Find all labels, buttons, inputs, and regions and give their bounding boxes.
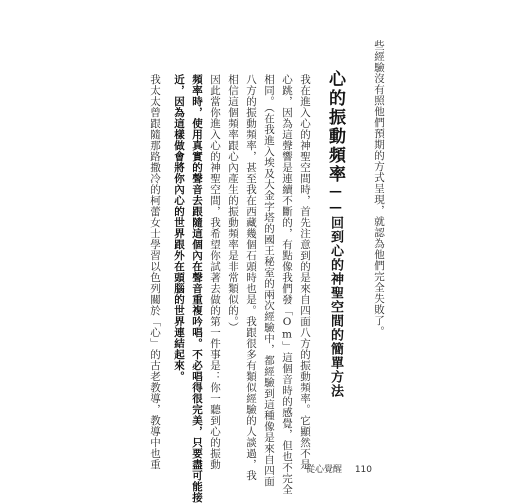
text-column-4: 相同。（在我進入埃及大金字塔的國王秘室的兩次經驗中，都經驗到這種像是來自四面 (263, 74, 275, 487)
text-column-10: 我太太曾跟隨那路撒冷的柯蕾女士學習以色列關於「心」的古老教導，教導中也重 (149, 74, 161, 470)
page-number: 110 (354, 465, 372, 475)
book-page (120, 40, 390, 503)
heading-dash: —— (328, 184, 343, 216)
text-column-9-bold: 近，因為這樣做會將你內心的世界跟外在頭腦的世界連結起來。 (173, 74, 185, 382)
text-column-8-bold: 頻率時，使用真實的聲音去跟隨這個內在聲音重複吟唱。不必唱得很完美，只要盡可能接 (191, 74, 203, 503)
heading-title: 心的振動頻率 (325, 70, 345, 184)
running-footer-title: 從心覺醒 (305, 465, 342, 475)
text-column-3: 心跳，因為這聲響是連續不斷的，有點像我們發「Om」這個音時的感覺，但也不完全 (281, 74, 293, 495)
text-column-7: 因此當你進入心的神聖空間，我希望你試著去做的第一件事是：你一聽到心的振動 (209, 74, 221, 470)
section-heading (323, 70, 348, 398)
text-column-6: 相信這個頻率跟心內產生的振動頻率是非常類似的。） (227, 74, 239, 333)
text-column-5: 八方的振動頻率，甚至我在西藏幾個石頭時也是。我跟很多有類似經驗的人談過，我 (245, 74, 257, 481)
text-column-1: 些經驗沒有照他們預期的方式呈現，就認為他們完全失敗了。 (373, 40, 385, 337)
text-column-2: 我在進入心的神聖空間時，首先注意到的是來自四面八方的振動頻率。它顯然不是 (299, 74, 311, 470)
heading-subtitle: 回到心的神聖空間的簡單方法 (328, 216, 343, 398)
